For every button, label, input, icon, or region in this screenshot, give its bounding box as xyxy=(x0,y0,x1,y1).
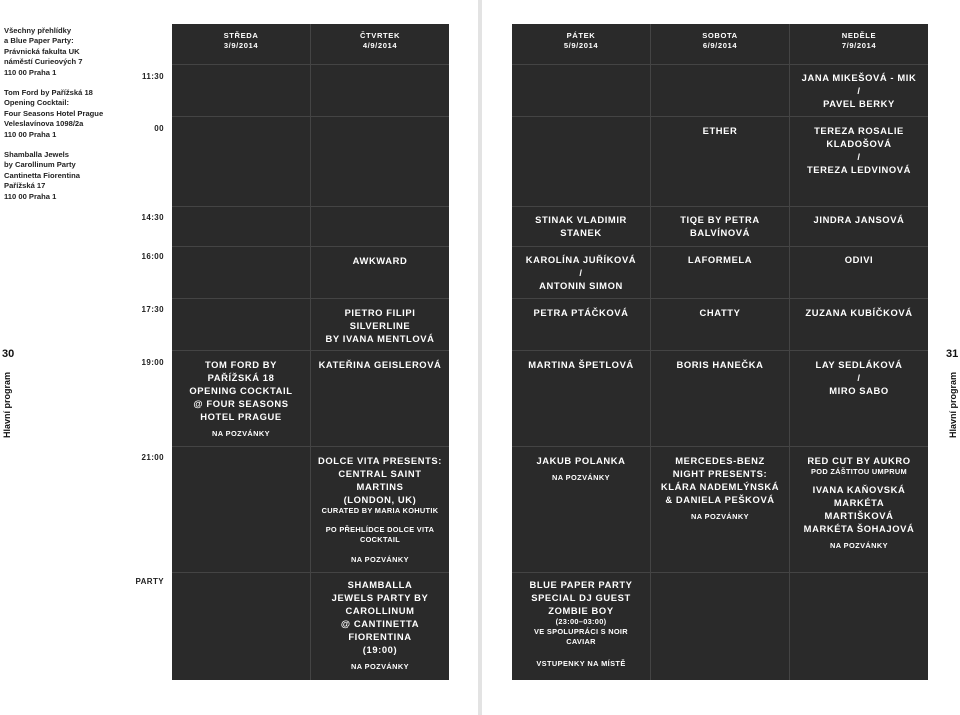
day-header-sunday xyxy=(790,31,928,51)
venue-main: Všechny přehlídky a Blue Paper Party: Právnická fakulta UK náměstí Curieových 7 110 00 Praha 1 xyxy=(4,26,83,77)
event-sat-1600: LAFORMELA xyxy=(687,254,753,265)
schedule-block-left xyxy=(172,24,449,680)
event-sun-1430: JINDRA JANSOVÁ xyxy=(813,214,905,225)
event-sat-1430: TIQE BY PETRA BALVÍNOVÁ xyxy=(680,214,760,238)
time-label: 19:00 xyxy=(141,358,164,367)
time-label: PARTY xyxy=(135,577,164,586)
time-label: 11:30 xyxy=(141,72,164,81)
row-divider xyxy=(512,64,928,65)
event-wed-1900 xyxy=(172,358,310,439)
row-divider xyxy=(512,298,928,299)
event-fri-1900: MARTINA ŠPETLOVÁ xyxy=(528,359,634,370)
event-sat-2100 xyxy=(651,454,789,522)
day-date: 4/9/2014 xyxy=(362,41,398,50)
row-divider xyxy=(172,64,449,65)
day-header-friday xyxy=(512,31,650,51)
event-fri-2100 xyxy=(512,454,650,483)
event-title: RED CUT BY AUKRO xyxy=(807,455,911,466)
left-page xyxy=(0,0,478,715)
event-subtitle: (23:00–03:00) VE SPOLUPRÁCI S NOIR CAVIAR xyxy=(534,617,628,646)
right-page xyxy=(482,0,960,715)
event-sat-00: ETHER xyxy=(702,125,738,136)
day-name: ČTVRTEK xyxy=(359,31,401,40)
section-label: Hlavní program xyxy=(948,372,958,439)
event-fri-1430: STINAK VLADIMIR STANEK xyxy=(535,214,627,238)
event-thu-2100 xyxy=(311,454,449,565)
time-label: 21:00 xyxy=(141,453,164,462)
event-thu-1600 xyxy=(311,254,449,267)
row-divider xyxy=(512,572,928,573)
day-name: NEDĚLE xyxy=(841,31,877,40)
day-date: 7/9/2014 xyxy=(841,41,877,50)
event-subtitle: PO PŘEHLÍDCE DOLCE VITA COCKTAIL xyxy=(325,525,435,544)
day-name: SOBOTA xyxy=(702,31,738,40)
event-fri-1600: KAROLÍNA JUŘÍKOVÁ / ANTONIN SIMON xyxy=(525,254,637,291)
event-fri-1730: PETRA PTÁČKOVÁ xyxy=(533,307,629,318)
row-divider xyxy=(172,246,449,247)
day-header-saturday xyxy=(651,31,789,51)
event-sun-1130: JANA MIKEŠOVÁ - MIK / PAVEL BERKY xyxy=(801,72,917,109)
invitation-note: NA POZVÁNKY xyxy=(691,512,749,521)
page-number: 30 xyxy=(2,348,15,360)
section-label: Hlavní program xyxy=(2,372,12,439)
time-label: 00 xyxy=(154,124,164,133)
event-sat-1900: BORIS HANEČKA xyxy=(676,359,764,370)
row-divider xyxy=(172,298,449,299)
event-title: DOLCE VITA PRESENTS: CENTRAL SAINT MARTINS (LONDON, UK) xyxy=(318,455,442,505)
day-name: PÁTEK xyxy=(566,31,596,40)
row-divider xyxy=(172,446,449,447)
event-designers: IVANA KAŇOVSKÁ MARKÉTA MARTIŠKOVÁ MARKÉTA ŠOHAJOVÁ xyxy=(803,484,915,534)
day-date: 3/9/2014 xyxy=(223,41,259,50)
invitation-note: NA POZVÁNKY xyxy=(552,473,610,482)
day-date: 5/9/2014 xyxy=(563,41,599,50)
time-label: 14:30 xyxy=(141,213,164,222)
column-divider xyxy=(789,24,790,680)
row-divider xyxy=(172,350,449,351)
venue-list xyxy=(4,26,122,212)
event-title: TOM FORD BY PAŘÍŽSKÁ 18 OPENING COCKTAIL @ FOUR SEASONS HOTEL PRAGUE xyxy=(189,359,293,422)
event-sun-1600: ODIVI xyxy=(844,254,874,265)
day-header-thursday xyxy=(311,31,449,51)
event-thu-1900: KATEŘINA GEISLEROVÁ xyxy=(318,359,442,370)
event-title: BLUE PAPER PARTY SPECIAL DJ GUEST ZOMBIE BOY xyxy=(529,579,633,616)
event-sun-1900: LAY SEDLÁKOVÁ / MIRO SABO xyxy=(815,359,903,396)
page-number: 31 xyxy=(946,348,959,360)
column-divider xyxy=(650,24,651,680)
event-title: JAKUB POLANKA xyxy=(536,455,626,466)
row-divider xyxy=(172,206,449,207)
invitation-note: NA POZVÁNKY xyxy=(212,429,270,438)
event-sun-00: TEREZA ROSALIE KLADOŠOVÁ / TEREZA LEDVINOVÁ xyxy=(806,125,912,175)
time-label: 16:00 xyxy=(141,252,164,261)
ticket-note: VSTUPENKY NA MÍSTĚ xyxy=(536,659,626,668)
event-sun-2100 xyxy=(790,454,928,551)
event-subtitle: CURATED BY MARIA KOHUTIK xyxy=(321,506,439,515)
event-subtitle: POD ZÁŠTITOU UMPRUM xyxy=(811,467,907,476)
event-title: MERCEDES-BENZ NIGHT PRESENTS: KLÁRA NADEMLÝNSKÁ & DANIELA PEŠKOVÁ xyxy=(660,455,780,505)
invitation-note: NA POZVÁNKY xyxy=(351,555,409,564)
invitation-note: NA POZVÁNKY xyxy=(830,541,888,550)
event-thu-party xyxy=(311,578,449,672)
row-divider xyxy=(512,446,928,447)
row-divider xyxy=(512,350,928,351)
invitation-note: NA POZVÁNKY xyxy=(351,662,409,671)
day-header-wednesday xyxy=(172,31,310,51)
row-divider xyxy=(512,116,928,117)
time-label: 17:30 xyxy=(141,305,164,314)
event-title: AWKWARD xyxy=(352,255,408,266)
event-fri-party xyxy=(512,578,650,669)
event-sat-1730: CHATTY xyxy=(699,307,741,318)
event-sun-1730: ZUZANA KUBÍČKOVÁ xyxy=(805,307,913,318)
day-date: 6/9/2014 xyxy=(702,41,738,50)
venue-tom-ford: Tom Ford by Pařížská 18 Opening Cocktail: Four Seasons Hotel Prague Veleslavínova 1098/2a 110 00 Praha 1 xyxy=(4,88,104,139)
event-title: SHAMBALLA JEWELS PARTY BY CAROLLINUM @ CANTINETTA FIORENTINA (19:00) xyxy=(331,579,429,655)
row-divider xyxy=(512,206,928,207)
row-divider xyxy=(172,572,449,573)
day-name: STŘEDA xyxy=(223,31,259,40)
venue-shamballa: Shamballa Jewels by Carollinum Party Cantinetta Fiorentina Pařížská 17 110 00 Praha 1 xyxy=(4,150,80,201)
event-thu-1730: PIETRO FILIPI SILVERLINE BY IVANA MENTLOVÁ xyxy=(325,307,435,344)
row-divider xyxy=(512,246,928,247)
schedule-block-right xyxy=(512,24,928,680)
row-divider xyxy=(172,116,449,117)
